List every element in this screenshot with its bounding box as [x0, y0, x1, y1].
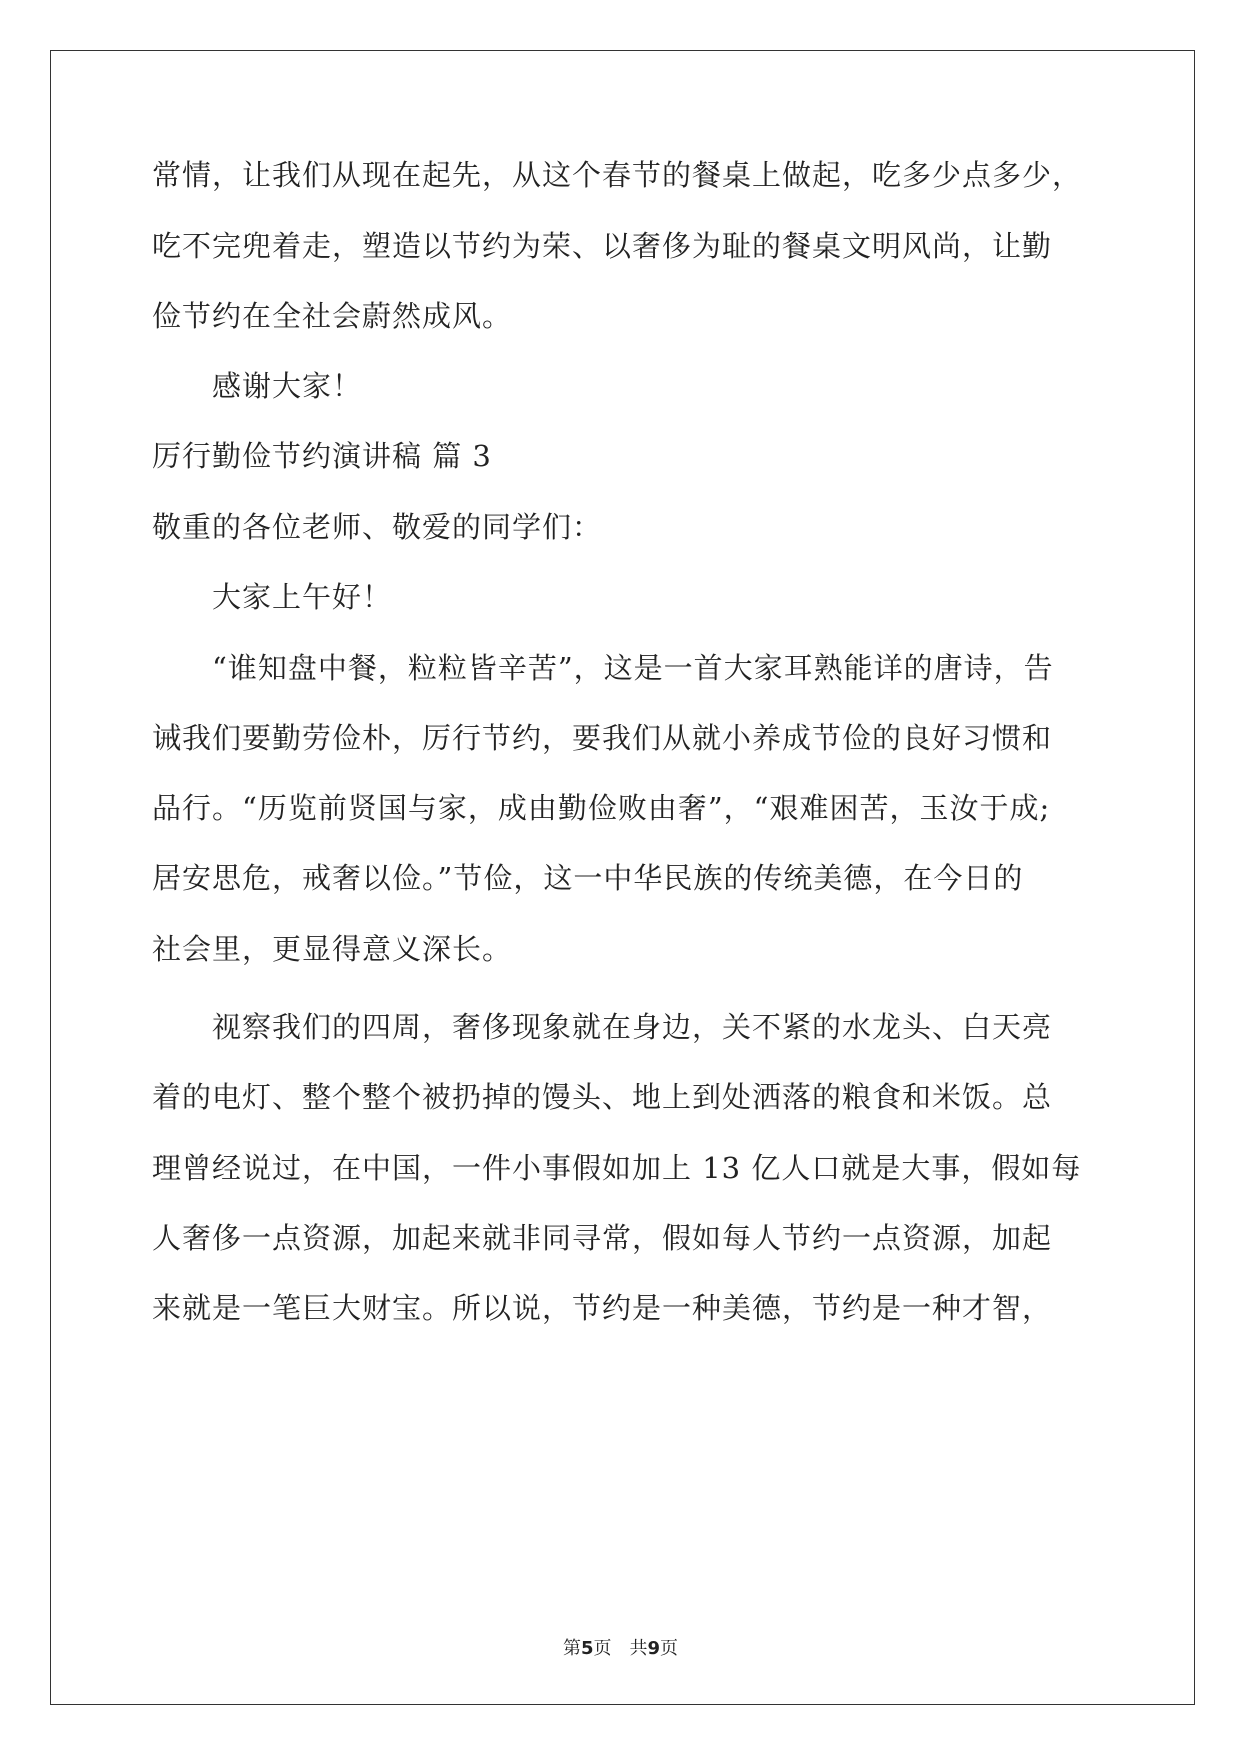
body-line: 着的电灯、整个整个被扔掉的馒头、地上到处洒落的粮食和米饭。总	[152, 1080, 1053, 1114]
body-line: 社会里，更显得意义深长。	[152, 932, 513, 966]
body-line: 人奢侈一点资源，加起来就非同寻常，假如每人节约一点资源，加起	[152, 1221, 1053, 1255]
body-line: 居安思危，戒奢以俭。”节俭，这一中华民族的传统美德，在今日的	[152, 861, 1024, 895]
body-line: 视察我们的四周，奢侈现象就在身边，关不紧的水龙头、白天亮	[212, 1010, 1053, 1044]
footer-prefix: 第	[562, 1638, 581, 1659]
body-line: 来就是一笔巨大财宝。所以说，节约是一种美德，节约是一种才智，	[152, 1291, 1053, 1325]
body-line: 诫我们要勤劳俭朴，厉行节约，要我们从就小养成节俭的良好习惯和	[152, 721, 1053, 755]
footer-mid: 页 共	[593, 1638, 648, 1659]
body-line: 俭节约在全社会蔚然成风。	[152, 299, 513, 333]
current-page-number: 5	[580, 1638, 594, 1659]
body-line: 吃不完兜着走，塑造以节约为荣、以奢侈为耻的餐桌文明风尚，让勤	[152, 229, 1053, 263]
body-line: 感谢大家！	[212, 369, 363, 403]
body-line: 常情，让我们从现在起先，从这个春节的餐桌上做起，吃多少点多少，	[152, 158, 1083, 192]
body-line: 理曾经说过，在中国，一件小事假如加上 13 亿人口就是大事，假如每	[152, 1151, 1082, 1185]
page-footer	[0, 1634, 1241, 1660]
salutation: 敬重的各位老师、敬爱的同学们：	[152, 510, 603, 544]
footer-suffix: 页	[660, 1638, 679, 1659]
total-page-number: 9	[647, 1638, 661, 1659]
body-line: 品行。“历览前贤国与家，成由勤俭败由奢”，“艰难困苦，玉汝于成;	[152, 791, 1051, 825]
body-line: “谁知盘中餐，粒粒皆辛苦”，这是一首大家耳熟能详的唐诗，告	[212, 651, 1054, 685]
greeting: 大家上午好！	[212, 580, 393, 614]
section-heading: 厉行勤俭节约演讲稿 篇 3	[152, 439, 492, 473]
